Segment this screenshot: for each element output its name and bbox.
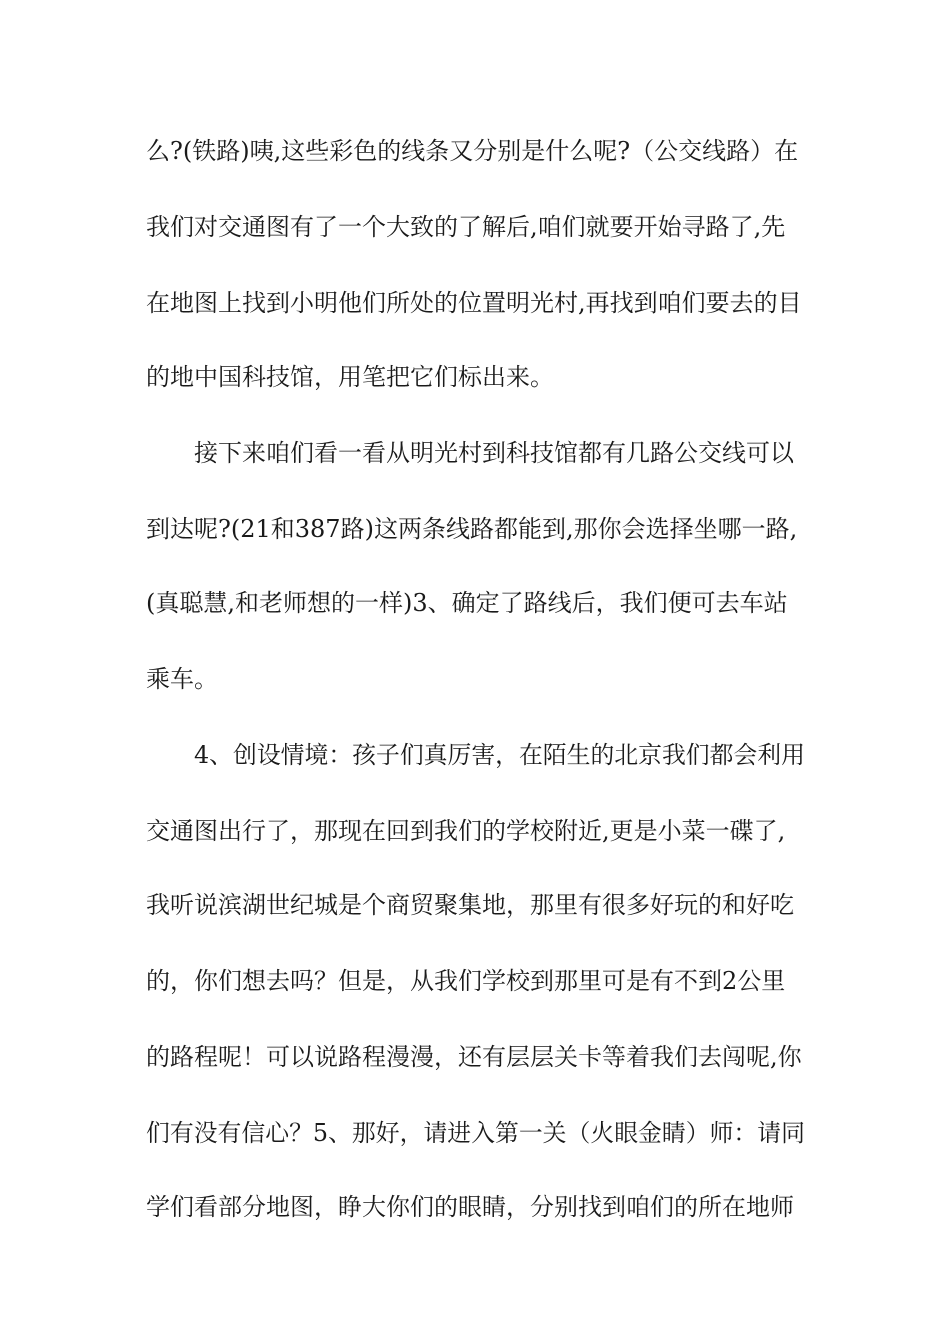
line-text: 学们看部分地图，睁大你们的眼睛，分别找到咱们的所在地师 [146, 1193, 794, 1221]
line-text: 交通图出行了，那现在回到我们的学校附近,更是小菜一碟了, [146, 817, 786, 845]
text-line [0, 131, 950, 171]
line-text: 们有没有信心？5、那好，请进入第一关（火眼金睛）师：请同 [146, 1119, 805, 1147]
text-line [0, 283, 950, 323]
text-line [0, 207, 950, 247]
line-text: 4、创设情境：孩子们真厉害，在陌生的北京我们都会利用 [194, 741, 805, 769]
text-line [0, 1113, 950, 1153]
text-line [0, 659, 950, 699]
line-text: 么?(铁路)咦,这些彩色的线条又分别是什么呢?（公交线路）在 [146, 137, 799, 165]
text-line [0, 885, 950, 925]
line-text: 的，你们想去吗？但是，从我们学校到那里可是有不到2公里 [146, 967, 786, 995]
line-text: 我听说滨湖世纪城是个商贸聚集地，那里有很多好玩的和好吃 [146, 891, 794, 919]
text-line [0, 735, 950, 775]
line-text: 乘车。 [146, 665, 218, 693]
text-line [0, 1187, 950, 1227]
text-line [0, 1037, 950, 1077]
line-text: (真聪慧,和老师想的一样)3、确定了路线后，我们便可去车站 [146, 589, 788, 617]
text-line [0, 583, 950, 623]
text-line [0, 509, 950, 549]
line-text: 接下来咱们看一看从明光村到科技馆都有几路公交线可以 [194, 439, 794, 467]
line-text: 我们对交通图有了一个大致的了解后,咱们就要开始寻路了,先 [146, 213, 786, 241]
line-text: 的路程呢！可以说路程漫漫，还有层层关卡等着我们去闯呢,你 [146, 1043, 802, 1071]
line-text: 在地图上找到小明他们所处的位置明光村,再找到咱们要去的目 [146, 289, 802, 317]
text-line [0, 357, 950, 397]
text-line [0, 811, 950, 851]
line-text: 的地中国科技馆，用笔把它们标出来。 [146, 363, 554, 391]
text-line [0, 961, 950, 1001]
text-line [0, 433, 950, 473]
line-text: 到达呢?(21和387路)这两条线路都能到,那你会选择坐哪一路, [146, 515, 798, 543]
